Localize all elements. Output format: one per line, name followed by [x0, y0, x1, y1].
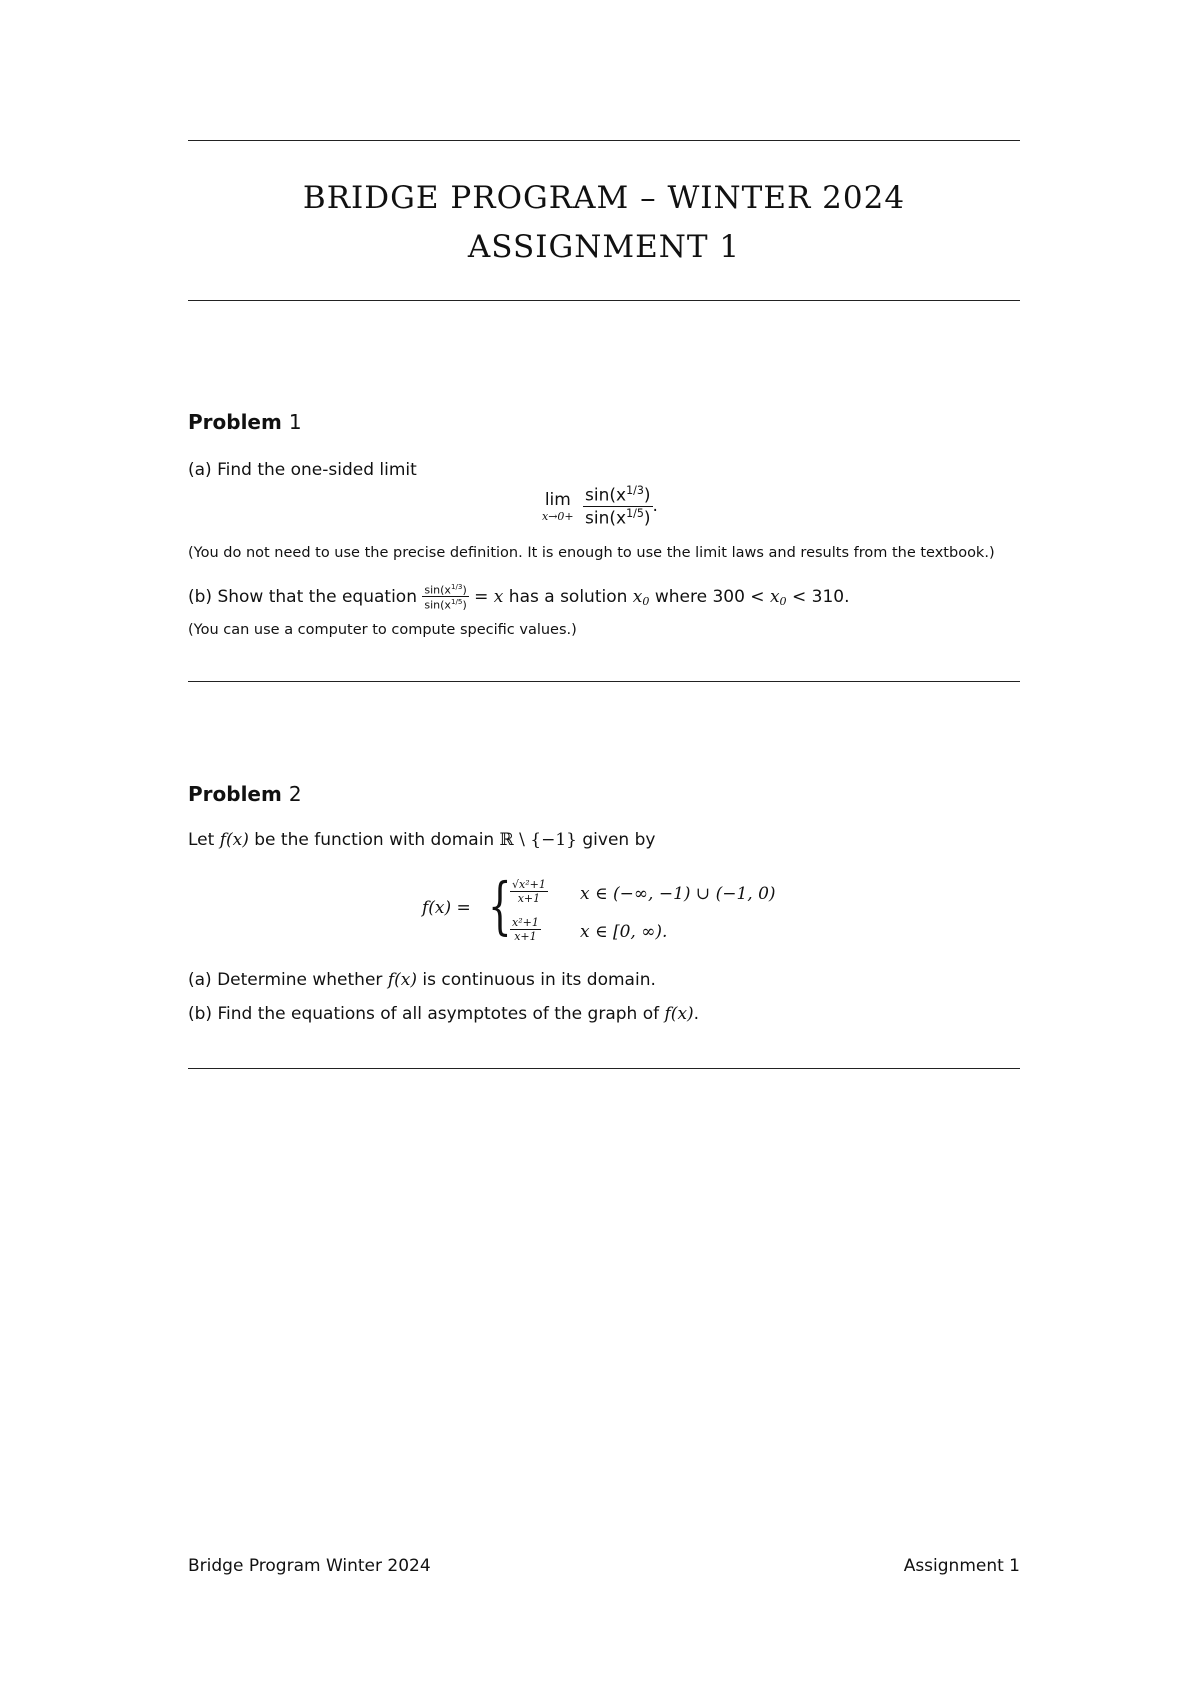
limit-fraction: [583, 484, 652, 528]
problem-2a-text: (a) Determine whether f(x) is continuous in its domain.: [188, 970, 656, 990]
limit-numerator: $\sin(x^{1/3})$: [585, 484, 651, 506]
problem-1a-text: (a) Find the one-sided limit: [188, 460, 417, 480]
lim-word: lim: [544, 489, 571, 510]
problem-1-bottom-rule: [188, 681, 1020, 682]
limit-expression: [542, 484, 658, 528]
problem-1-word: Problem: [188, 410, 282, 434]
problem-2-heading: [188, 782, 302, 806]
limit-denominator: $\sin(x^{1/5})$: [585, 506, 651, 529]
problem-1-number: 1: [288, 410, 302, 434]
case-2-fraction: $\frac{\text{x²+1}}{x+1}$: [512, 916, 539, 943]
header-bottom-rule: [188, 300, 1020, 301]
lim-subscript: x→0+: [542, 509, 574, 523]
problem-1-note-1: (You do not need to use the precise definition. It is enough to use the limit laws and results from the textbook.): [188, 545, 995, 561]
case-1-fraction: $\frac{\text{√x²+1}}{x+1}$: [512, 878, 546, 905]
problem-2-word: Problem: [188, 782, 282, 806]
problem-1b-text: (b) Show that the equation $\frac{\sin(x^{1/3})}{\sin(x^{1/5})}$ = x has a solution $x_0$ where $300 < x_0 < 310$.: [188, 582, 850, 612]
problem-1-heading: [188, 410, 302, 434]
footer-left: Bridge Program Winter 2024: [188, 1556, 431, 1576]
problem-2b-text: (b) Find the equations of all asymptotes of the graph of f(x).: [188, 1004, 700, 1024]
problem-2-intro: Let f(x) be the function with domain ℝ \ {−1} given by: [188, 830, 656, 850]
problem-2-number: 2: [288, 782, 302, 806]
inline-fraction: $\frac{\sin(x^{1/3})}{\sin(x^{1/5})}$: [424, 582, 467, 612]
piecewise-lhs: f(x) =: [422, 898, 471, 918]
header-top-rule: [188, 140, 1020, 141]
footer-right: Assignment 1: [903, 1556, 1020, 1576]
left-brace: {: [488, 869, 512, 942]
problem-1-note-2: (You can use a computer to compute specific values.): [188, 622, 577, 638]
limit-period: .: [652, 496, 658, 517]
title-line-1: BRIDGE PROGRAM – WINTER 2024: [302, 180, 906, 216]
problem-2-bottom-rule: [188, 1068, 1020, 1069]
title-line-2: ASSIGNMENT 1: [467, 229, 741, 265]
lim-operator: [542, 490, 574, 523]
case-1-condition: x ∈ (−∞, −1) ∪ (−1, 0): [580, 884, 776, 904]
case-2-condition: x ∈ [0, ∞).: [580, 922, 668, 942]
